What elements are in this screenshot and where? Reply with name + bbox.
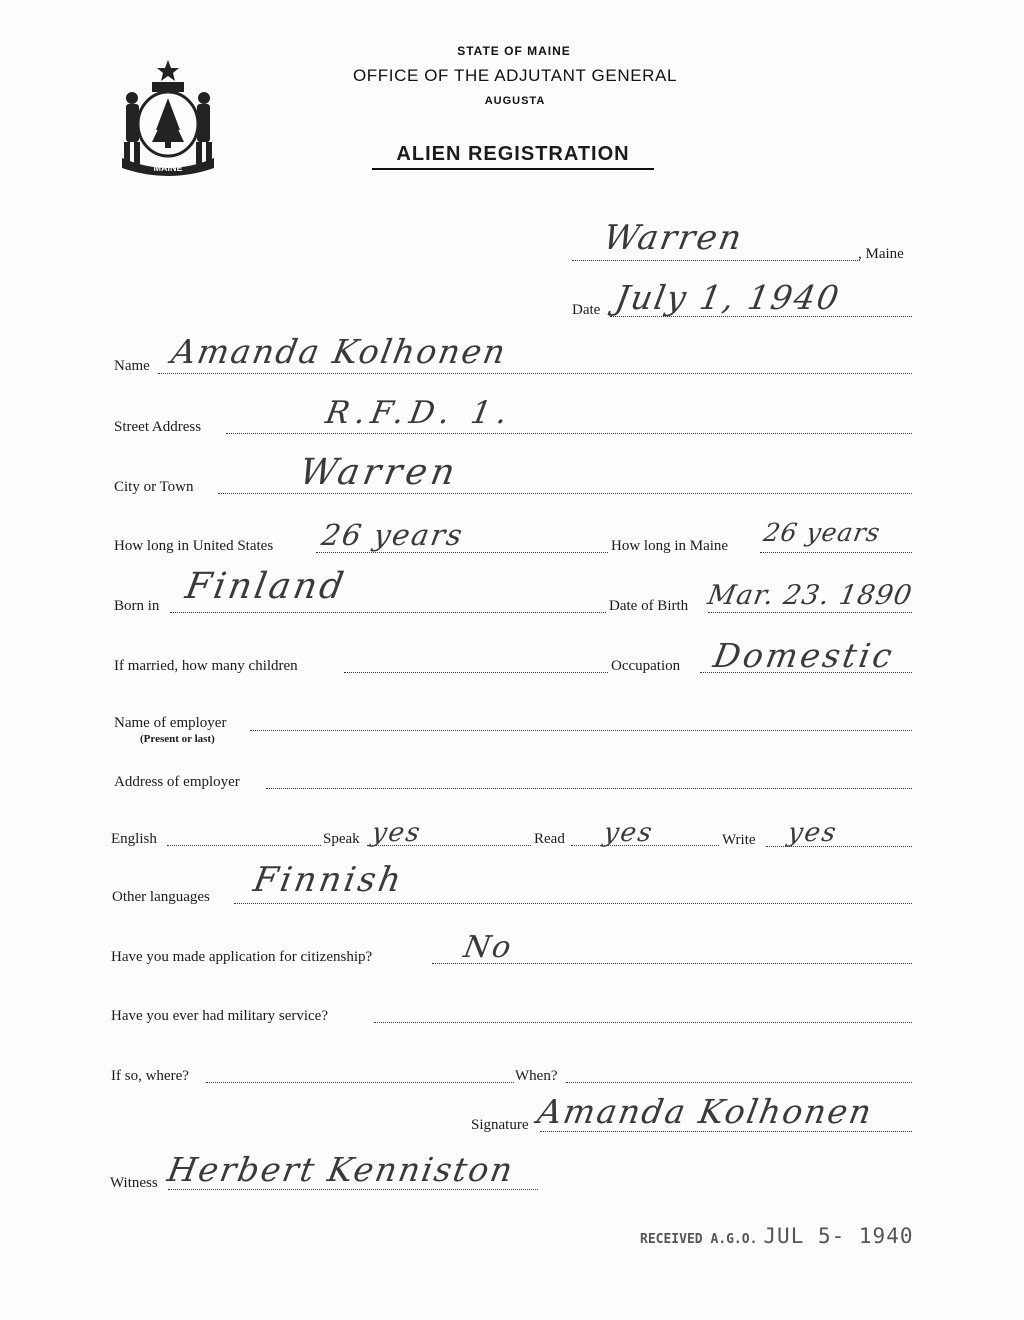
citizenship-value[interactable]: No — [460, 930, 516, 965]
witness-value[interactable]: Herbert Kenniston — [164, 1150, 518, 1189]
name-label: Name — [114, 358, 150, 374]
maine-label: , Maine — [858, 246, 904, 262]
us-years-value[interactable]: 26 years — [319, 518, 467, 552]
me-years-value[interactable]: 26 years — [761, 518, 883, 547]
dob-line — [708, 612, 912, 613]
english-label: English — [111, 831, 157, 847]
signature-value[interactable]: Amanda Kolhonen — [534, 1092, 877, 1131]
state-heading: STATE OF MAINE — [457, 44, 571, 58]
where-line — [206, 1082, 514, 1083]
employer-line — [250, 730, 912, 731]
military-label: Have you ever had military service? — [111, 1008, 328, 1024]
name-line — [158, 373, 912, 374]
witness-label: Witness — [110, 1175, 158, 1191]
other-languages-line — [234, 903, 912, 904]
employer-address-label: Address of employer — [114, 774, 240, 790]
office-heading: OFFICE OF THE ADJUTANT GENERAL — [352, 66, 678, 85]
write-label: Write — [722, 832, 756, 848]
born-label: Born in — [114, 598, 160, 614]
signature-line — [540, 1131, 912, 1132]
us-years-label: How long in United States — [114, 538, 274, 554]
citizenship-label: Have you made application for citizenship? — [111, 949, 373, 965]
date-label: Date — [572, 302, 601, 318]
stamp-date: JUL 5- 1940 — [763, 1224, 914, 1248]
born-value[interactable]: Finland — [182, 566, 350, 607]
town-line — [572, 260, 860, 261]
name-value[interactable]: Amanda Kolhonen — [168, 332, 511, 371]
town-value[interactable]: Warren — [600, 218, 747, 258]
when-line — [566, 1082, 912, 1083]
street-label: Street Address — [114, 419, 202, 435]
other-languages-label: Other languages — [112, 889, 210, 905]
where-label: If so, where? — [111, 1068, 189, 1084]
employer-label: Name of employer — [114, 715, 227, 731]
witness-line — [168, 1189, 538, 1190]
stamp-received-label: RECEIVED A.G.O. — [640, 1232, 758, 1247]
occupation-value[interactable]: Domestic — [710, 636, 898, 675]
read-value[interactable]: yes — [601, 818, 657, 848]
english-line — [167, 845, 321, 846]
when-label: When? — [515, 1068, 558, 1084]
write-value[interactable]: yes — [785, 818, 841, 848]
street-value[interactable]: R.F.D. 1. — [322, 395, 516, 431]
employer-address-line — [266, 788, 912, 789]
svg-text:MAINE: MAINE — [153, 163, 183, 173]
signature-label: Signature — [471, 1117, 529, 1133]
city-heading: AUGUSTA — [484, 95, 546, 107]
speak-label: Speak — [323, 831, 360, 847]
born-line — [170, 612, 606, 613]
street-line — [226, 433, 912, 434]
read-label: Read — [534, 831, 565, 847]
city-label: City or Town — [114, 479, 194, 495]
me-years-label: How long in Maine — [611, 538, 729, 554]
received-stamp — [640, 1224, 913, 1248]
military-line — [374, 1022, 912, 1023]
us-years-line — [316, 552, 608, 553]
employer-sublabel: (Present or last) — [140, 733, 215, 745]
speak-value[interactable]: yes — [369, 818, 425, 848]
other-languages-value[interactable]: Finnish — [250, 860, 408, 900]
dob-value[interactable]: Mar. 23. 1890 — [705, 580, 915, 611]
city-value[interactable]: Warren — [296, 452, 462, 493]
city-line — [218, 493, 912, 494]
form-title: ALIEN REGISTRATION — [372, 143, 654, 170]
children-label: If married, how many children — [114, 658, 298, 674]
occupation-label: Occupation — [611, 658, 681, 674]
dob-label: Date of Birth — [609, 598, 689, 614]
me-years-line — [760, 552, 912, 553]
children-line — [344, 672, 608, 673]
date-value[interactable]: July 1, 1940 — [612, 278, 844, 317]
